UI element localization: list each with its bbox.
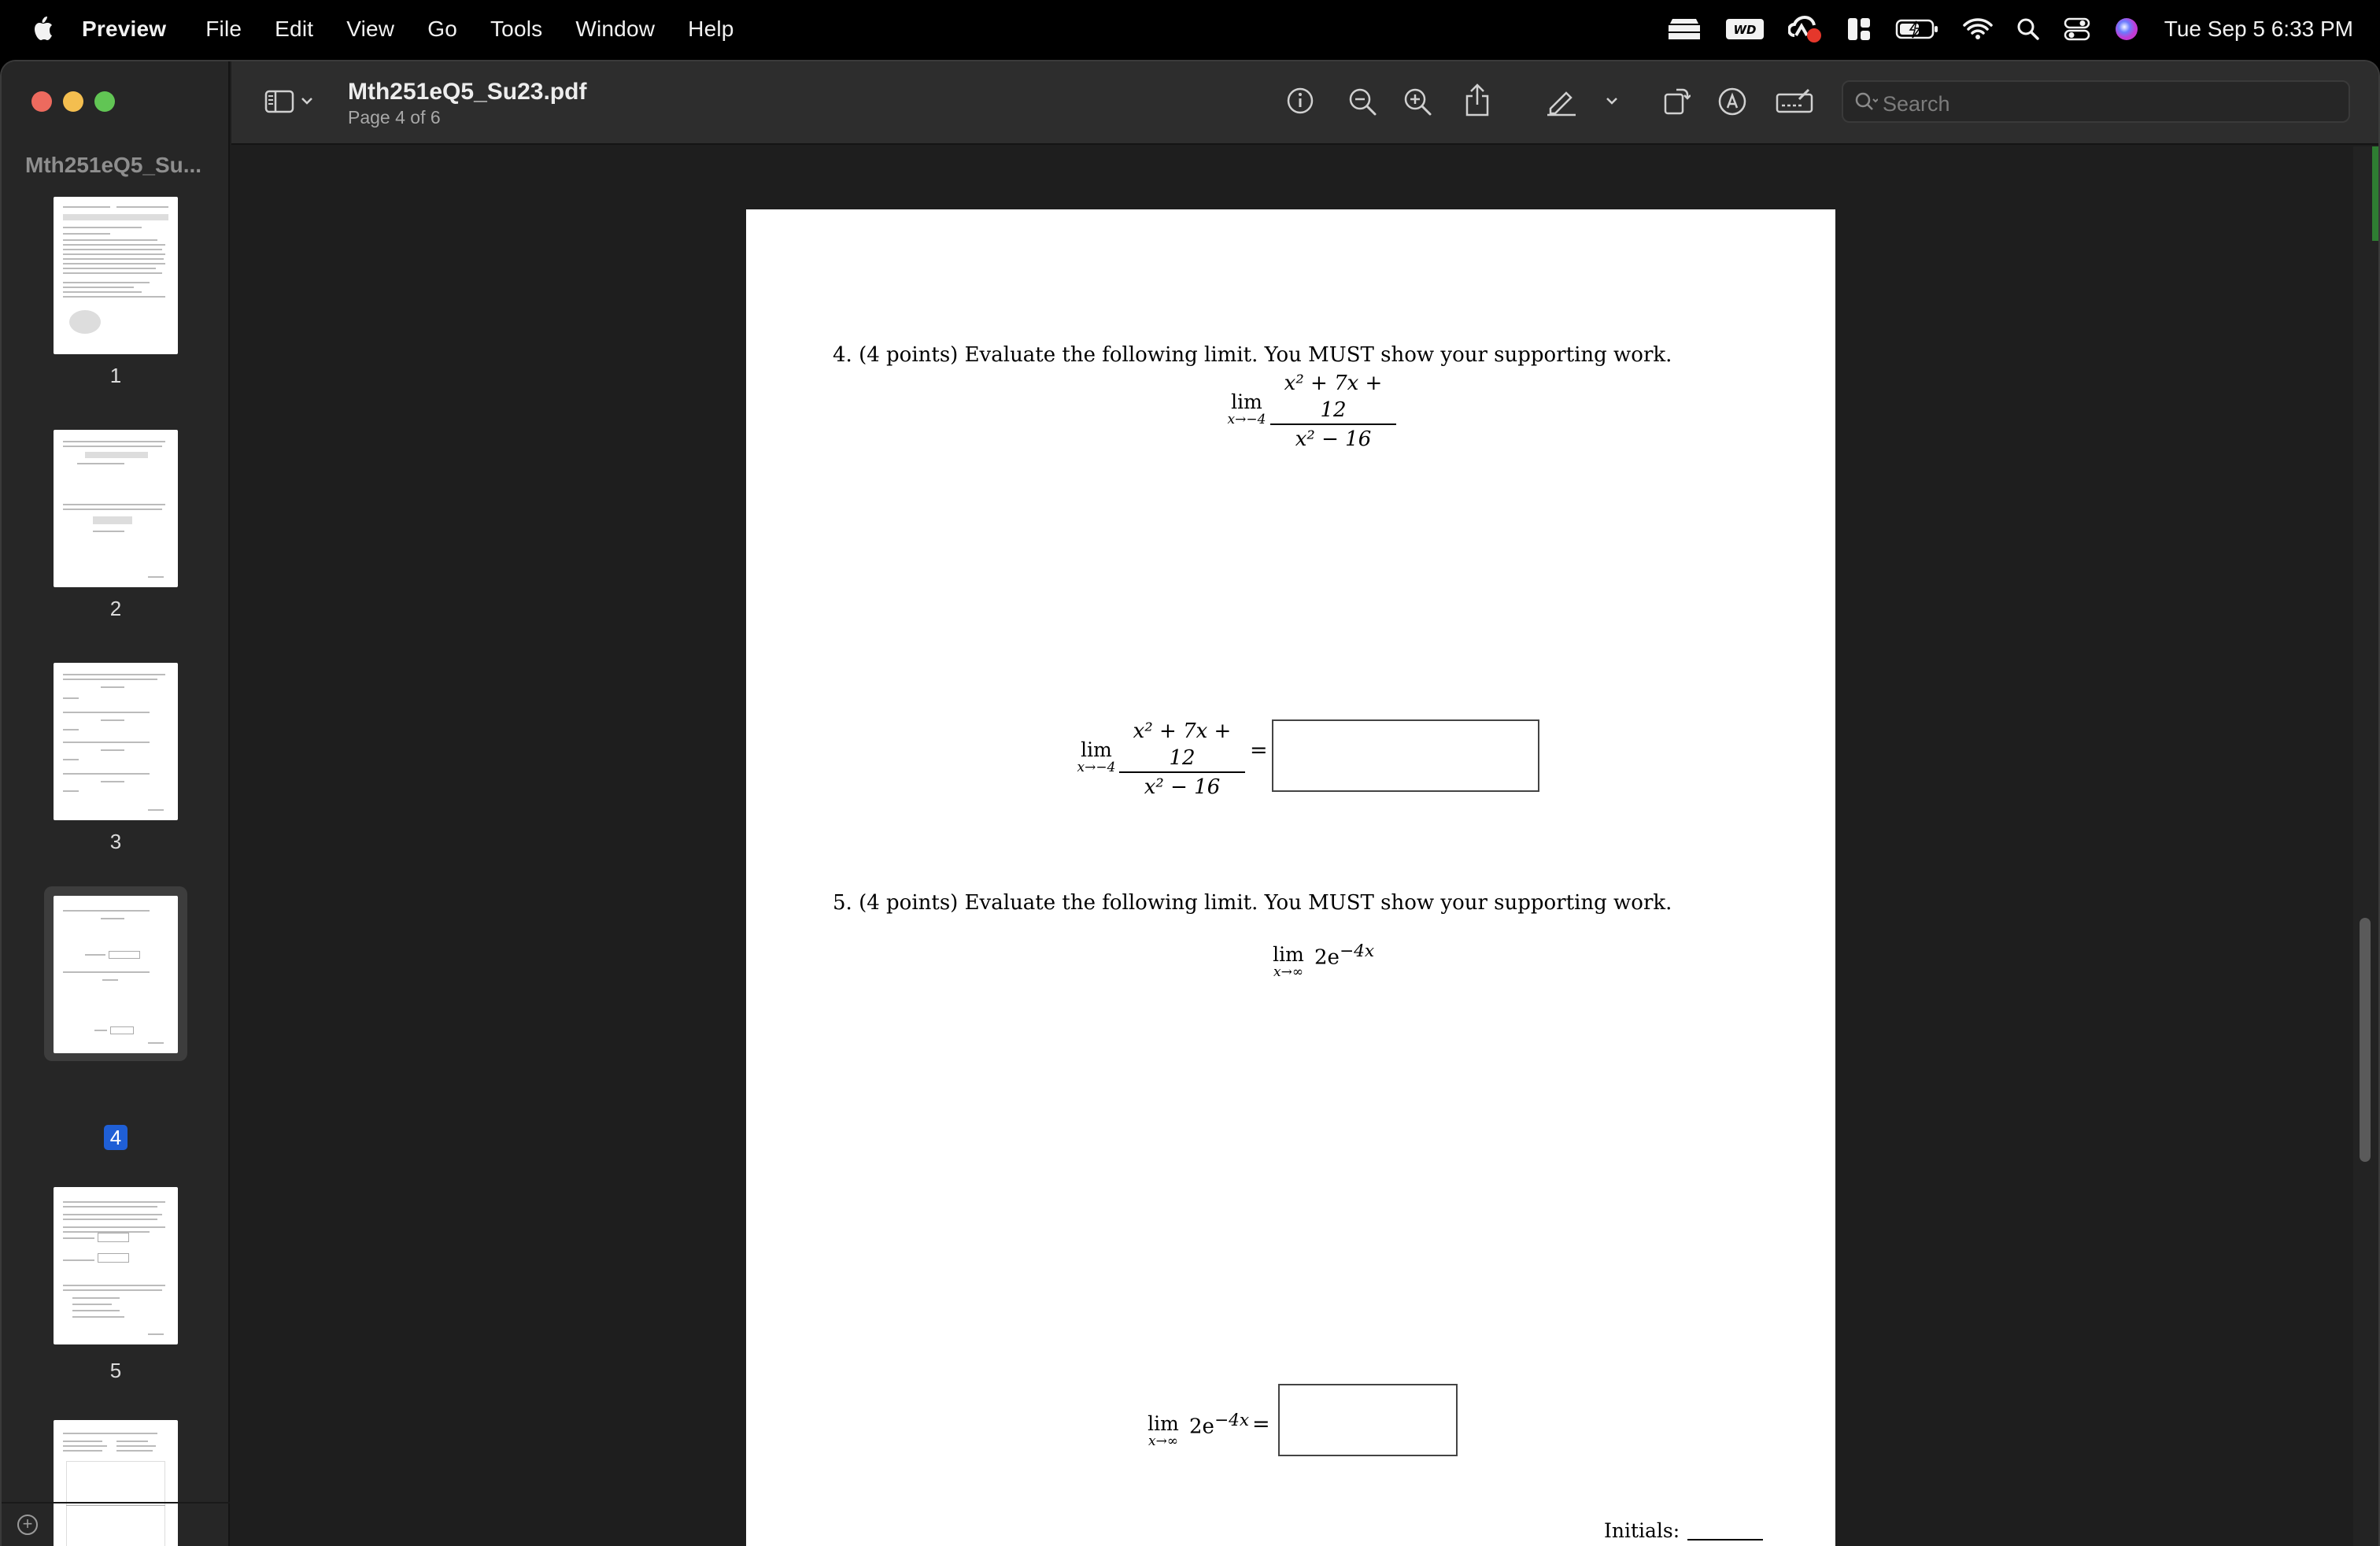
- problem-4-limit-operator: [1222, 390, 1271, 427]
- clock[interactable]: Tue Sep 5 6:33 PM: [2164, 17, 2353, 41]
- sidebar-doc-name: Mth251eQ5_Su...: [25, 153, 202, 177]
- lim-subscript: x→∞: [1148, 1433, 1178, 1449]
- search-field[interactable]: [1842, 80, 2350, 123]
- zoom-in-icon[interactable]: [1402, 87, 1432, 117]
- problem-4-answer-limit-operator: [1072, 738, 1121, 775]
- preview-window: [0, 60, 2380, 1546]
- control-center-icon[interactable]: [2064, 17, 2090, 41]
- document-viewport[interactable]: [231, 146, 2378, 1546]
- lim-subscript: x→−4: [1077, 760, 1116, 775]
- app-menu-preview[interactable]: Preview: [82, 17, 167, 41]
- menu-bar: [0, 0, 2380, 58]
- svg-text:WD: WD: [1733, 23, 1757, 37]
- menu-help[interactable]: Help: [688, 17, 734, 41]
- problem-5-answer-box[interactable]: [1278, 1384, 1458, 1456]
- page-thumbnail-2[interactable]: [54, 430, 178, 587]
- expression-base: 2e: [1314, 945, 1340, 970]
- thumbnail-label-4: [2, 1126, 230, 1150]
- menu-view[interactable]: View: [346, 17, 395, 41]
- lim-word: lim: [1148, 1412, 1179, 1435]
- share-icon[interactable]: [1464, 83, 1491, 117]
- page-thumbnail-6[interactable]: [54, 1420, 178, 1546]
- problem-5-limit-operator: [1266, 943, 1311, 980]
- problem-4-answer-fraction: [1119, 718, 1245, 801]
- drive-icon[interactable]: [1667, 17, 1702, 41]
- chevron-down-icon[interactable]: [301, 94, 313, 107]
- menu-tools[interactable]: Tools: [490, 17, 543, 41]
- layout-icon[interactable]: [1846, 17, 1872, 42]
- zoom-out-icon[interactable]: [1347, 87, 1377, 117]
- menu-edit[interactable]: Edit: [275, 17, 314, 41]
- toolbar: [231, 61, 2378, 145]
- fraction-numerator: x² + 7x + 12: [1119, 718, 1245, 773]
- scroll-edge-indicator: [2372, 146, 2378, 241]
- thumbnail-label-3: 3: [109, 830, 122, 853]
- lim-subscript: x→−4: [1227, 412, 1266, 427]
- problem-5-answer-limit-operator: [1140, 1412, 1186, 1449]
- page-thumbnail-4[interactable]: [54, 896, 178, 1053]
- search-icon: [1854, 91, 1878, 117]
- zoom-button[interactable]: [94, 91, 115, 112]
- window-title: Mth251eQ5_Su23.pdf: [348, 79, 587, 105]
- expression-exponent: −4x: [1214, 1411, 1250, 1430]
- initials-label: Initials:: [1604, 1519, 1680, 1542]
- wifi-icon[interactable]: [1963, 17, 1993, 41]
- highlight-pen-icon[interactable]: [1546, 87, 1577, 117]
- problem-4-answer-box[interactable]: [1272, 719, 1539, 792]
- menu-go[interactable]: Go: [427, 17, 457, 41]
- scroll-track[interactable]: [2353, 146, 2378, 1546]
- problem-5-text: 5. (4 points) Evaluate the following limit. You MUST show your supporting work.: [833, 891, 1672, 915]
- page-thumbnail-3[interactable]: [54, 663, 178, 820]
- equals-sign: =: [1250, 738, 1268, 763]
- status-area: [1643, 0, 2353, 58]
- minimize-button[interactable]: [63, 91, 83, 112]
- expression-exponent: −4x: [1339, 941, 1375, 961]
- markup-icon[interactable]: [1717, 87, 1747, 117]
- problem-5-expression: [1314, 941, 1374, 970]
- close-button[interactable]: [31, 91, 52, 112]
- apple-menu-icon[interactable]: [28, 13, 55, 45]
- initials-field: [1604, 1519, 1763, 1542]
- initials-blank[interactable]: [1687, 1539, 1763, 1540]
- thumbnail-label-4-text: 4: [104, 1125, 128, 1150]
- page-thumbnail-5[interactable]: [54, 1187, 178, 1344]
- page-thumbnail-1[interactable]: [54, 197, 178, 354]
- spotlight-search-icon[interactable]: [2016, 17, 2040, 41]
- menu-file[interactable]: File: [205, 17, 242, 41]
- expression-base: 2e: [1189, 1415, 1214, 1439]
- lim-word: lim: [1273, 943, 1304, 966]
- search-placeholder: Search: [1883, 92, 1950, 116]
- rotate-icon[interactable]: [1662, 85, 1691, 115]
- thumbnail-label-1: 1: [109, 364, 122, 387]
- siri-icon[interactable]: [2114, 17, 2139, 42]
- lim-word: lim: [1231, 390, 1262, 413]
- fraction-numerator: x² + 7x + 12: [1270, 370, 1396, 425]
- thumbnail-label-5: 5: [109, 1359, 122, 1382]
- wd-icon[interactable]: [1725, 17, 1765, 41]
- pdf-page: [746, 209, 1835, 1546]
- thumbnail-sidebar: [2, 61, 230, 1546]
- problem-5-answer-expression: [1189, 1411, 1249, 1439]
- sidebar-toggle-icon[interactable]: [264, 88, 296, 115]
- signature-icon[interactable]: [1776, 88, 1813, 115]
- add-page-icon[interactable]: +: [17, 1515, 38, 1535]
- fraction-denominator: x² − 16: [1144, 775, 1221, 799]
- creative-cloud-icon[interactable]: [1788, 15, 1823, 43]
- problem-4-text: 4. (4 points) Evaluate the following limit. You MUST show your supporting work.: [833, 343, 1672, 367]
- lim-subscript: x→∞: [1273, 964, 1303, 980]
- menu-window[interactable]: Window: [575, 17, 656, 41]
- fraction-denominator: x² − 16: [1295, 427, 1372, 451]
- page-indicator: Page 4 of 6: [348, 107, 441, 128]
- problem-4-fraction: [1270, 370, 1396, 453]
- vertical-scrollbar[interactable]: [2360, 918, 2371, 1162]
- thumbnail-label-2: 2: [109, 597, 122, 620]
- info-icon[interactable]: [1286, 87, 1314, 115]
- highlight-options-chevron-icon[interactable]: [1606, 94, 1618, 107]
- equals-sign: =: [1252, 1412, 1270, 1437]
- lim-word: lim: [1081, 738, 1112, 761]
- battery-charging-icon[interactable]: [1895, 18, 1939, 40]
